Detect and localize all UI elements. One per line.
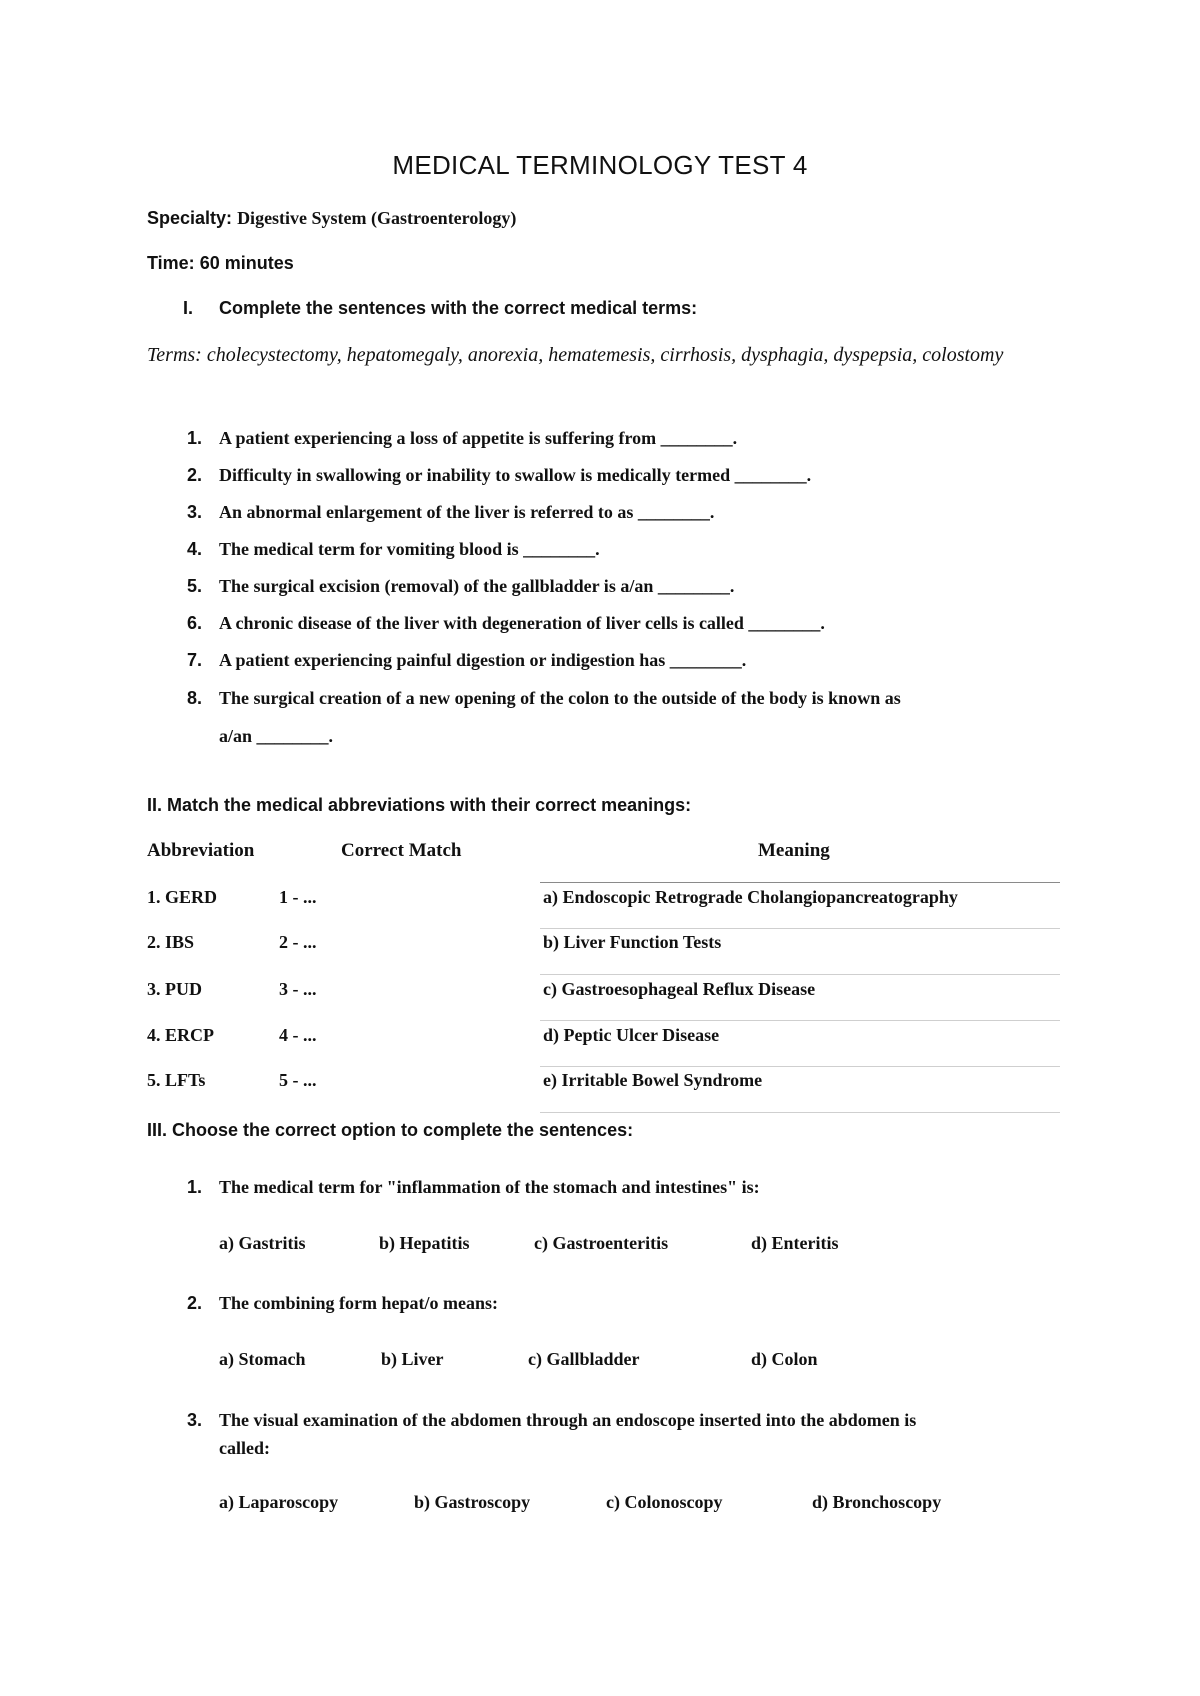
question-text: Difficulty in swallowing or inability to swallow is medically termed ________. [219, 465, 812, 485]
question-text: A patient experiencing a loss of appetite is suffering from ________. [219, 428, 738, 448]
question-number: 2. [186, 465, 202, 485]
table-rule [540, 1020, 1060, 1021]
question-number: 3. [186, 1410, 202, 1430]
meaning-cell: b) Liver Function Tests [543, 932, 722, 952]
question-text-continued: called: [219, 1438, 270, 1458]
question-text: The medical term for "inflammation of the stomach and intestines" is: [219, 1177, 760, 1197]
answer-option: a) Laparoscopy [219, 1492, 339, 1512]
time-label: Time: [147, 253, 195, 273]
answer-option: b) Liver [381, 1349, 444, 1369]
abbreviation-cell: 5. LFTs [147, 1070, 206, 1090]
specialty-label: Specialty: [147, 208, 233, 228]
column-header-correct-match: Correct Match [341, 840, 462, 861]
answer-option: d) Enteritis [751, 1233, 839, 1253]
question-number: 3. [186, 502, 202, 522]
section-1-numeral: I. [183, 298, 194, 318]
answer-option: d) Bronchoscopy [812, 1492, 942, 1512]
table-rule [540, 1112, 1060, 1113]
question-text: The surgical excision (removal) of the gallbladder is a/an ________. [219, 576, 735, 596]
table-rule [540, 974, 1060, 975]
question-text: An abnormal enlargement of the liver is referred to as ________. [219, 502, 715, 522]
match-cell: 5 - ... [279, 1070, 317, 1090]
answer-option: a) Stomach [219, 1349, 306, 1369]
match-cell: 1 - ... [279, 887, 317, 907]
answer-option: d) Colon [751, 1349, 818, 1369]
question-number: 2. [186, 1293, 202, 1313]
question-number: 8. [186, 688, 202, 708]
answer-option: a) Gastritis [219, 1233, 306, 1253]
question-text: The combining form hepat/o means: [219, 1293, 498, 1313]
question-text: A patient experiencing painful digestion or indigestion has ________. [219, 650, 747, 670]
match-cell: 4 - ... [279, 1025, 317, 1045]
question-text: A chronic disease of the liver with degeneration of liver cells is called ________. [219, 613, 825, 633]
question-text: The surgical creation of a new opening of the colon to the outside of the body is known as [219, 688, 901, 708]
answer-option: c) Gallbladder [528, 1349, 640, 1369]
abbreviation-cell: 1. GERD [147, 887, 218, 907]
answer-option: c) Gastroenteritis [534, 1233, 669, 1253]
question-text: The medical term for vomiting blood is ________. [219, 539, 600, 559]
question-number: 1. [186, 428, 202, 448]
meaning-cell: e) Irritable Bowel Syndrome [543, 1070, 763, 1090]
abbreviation-cell: 2. IBS [147, 932, 195, 952]
section-1-title: Complete the sentences with the correct medical terms: [219, 298, 698, 318]
question-number: 4. [186, 539, 202, 559]
time-line [147, 253, 294, 274]
specialty-line [147, 208, 516, 229]
page-title: MEDICAL TERMINOLOGY TEST 4 [392, 150, 808, 180]
column-header-meaning: Meaning [758, 840, 830, 861]
section-2-heading: II. Match the medical abbreviations with their correct meanings: [147, 795, 692, 815]
section-3-heading: III. Choose the correct option to complete the sentences: [147, 1120, 634, 1140]
table-rule [540, 1066, 1060, 1067]
specialty-value: Digestive System (Gastroenterology) [237, 208, 517, 228]
question-number: 6. [186, 613, 202, 633]
table-rule [540, 928, 1060, 929]
match-cell: 2 - ... [279, 932, 317, 952]
question-text-continued: a/an ________. [219, 726, 334, 746]
time-value: 60 minutes [199, 253, 294, 273]
abbreviation-cell: 4. ERCP [147, 1025, 214, 1045]
question-number: 1. [186, 1177, 202, 1197]
match-cell: 3 - ... [279, 979, 317, 999]
answer-option: b) Gastroscopy [414, 1492, 531, 1512]
question-text: The visual examination of the abdomen through an endoscope inserted into the abdomen is [219, 1410, 917, 1430]
question-number: 5. [186, 576, 202, 596]
terms-list: Terms: cholecystectomy, hepatomegaly, anorexia, hematemesis, cirrhosis, dysphagia, dyspepsia, colostomy [147, 344, 1004, 366]
answer-option: c) Colonoscopy [606, 1492, 723, 1512]
abbreviation-cell: 3. PUD [147, 979, 202, 999]
answer-option: b) Hepatitis [379, 1233, 470, 1253]
meaning-cell: d) Peptic Ulcer Disease [543, 1025, 720, 1045]
meaning-cell: a) Endoscopic Retrograde Cholangiopancreatography [543, 887, 958, 907]
question-number: 7. [186, 650, 202, 670]
table-rule [540, 882, 1060, 883]
meaning-cell: c) Gastroesophageal Reflux Disease [543, 979, 816, 999]
column-header-abbreviation: Abbreviation [147, 840, 255, 861]
